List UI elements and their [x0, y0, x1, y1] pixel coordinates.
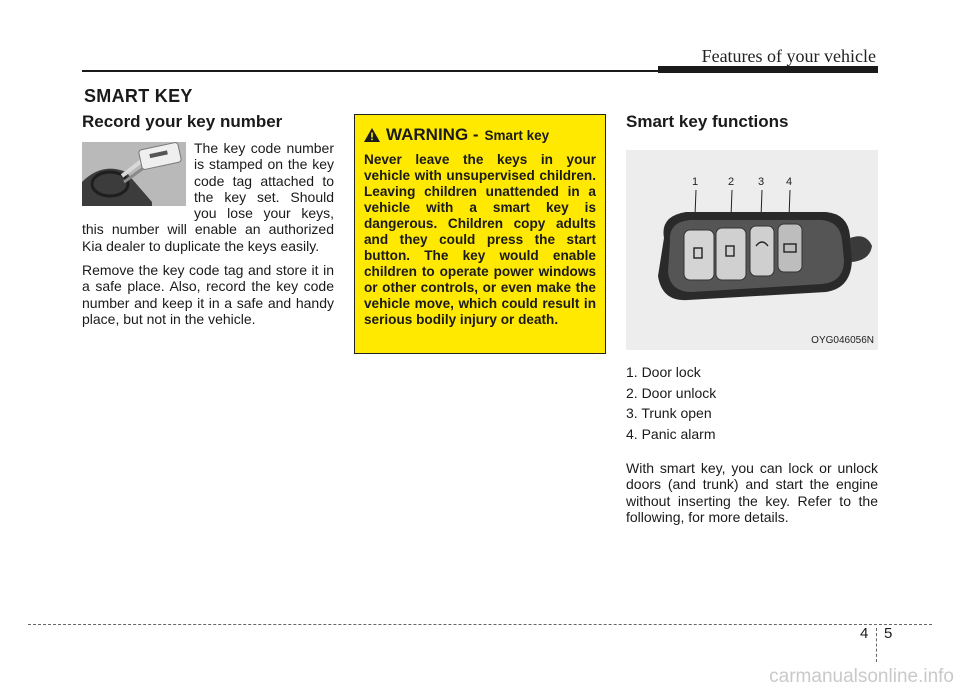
watermark: carmanualsonline.info: [769, 666, 954, 687]
warning-header: [364, 125, 596, 145]
list-item: 4. Panic alarm: [626, 425, 716, 442]
record-paragraph-1: The key code number is stamped on the key code tag attached to the key set. Should you lose your keys, this number will enable an authorized Kia dealer to duplicate the keys easily.: [82, 140, 334, 254]
function-list: [626, 362, 878, 444]
chapter-number: 4: [860, 625, 869, 642]
smart-key-figure: [626, 150, 878, 350]
list-item: 2. Door unlock: [626, 384, 717, 401]
functions-description: With smart key, you can lock or unlock doors (and trunk) and start the engine without inserting the key. Refer to the following, for more details.: [626, 460, 878, 525]
page-number: 5: [884, 625, 893, 642]
page-separator: [876, 628, 877, 662]
key-tag-photo: [82, 142, 186, 206]
fob-number-2: 2: [728, 176, 735, 188]
warning-subject: Smart key: [484, 127, 550, 143]
functions-column: [626, 112, 878, 525]
fob-number-3: 3: [758, 176, 765, 188]
warning-text: Never leave the keys in your vehicle with unsupervised children. Leaving children unattended in a vehicle with a smart key is dangerous. Children copy adults and they could press the start button. The key would enable children to operate power windows or other controls, or even make the vehicle move, which could result in serious bodily injury or death.: [364, 152, 596, 327]
footer-rule: [28, 624, 932, 625]
section-title: SMART KEY: [84, 86, 193, 106]
warning-label: WARNING -: [386, 125, 479, 144]
record-heading: Record your key number: [82, 112, 283, 131]
warning-triangle-icon: [364, 128, 380, 142]
functions-heading: Smart key functions: [626, 112, 789, 131]
smart-key-fob-icon: [626, 150, 878, 350]
figure-code: OYG046056N: [811, 335, 874, 346]
header-rule-accent: [658, 66, 878, 73]
list-item: 3. Trunk open: [626, 405, 712, 421]
warning-box: [354, 114, 606, 354]
record-paragraph-2: Remove the key code tag and store it in a safe place. Also, record the key code number and keep it in a safe and handy place, but not in the vehicle.: [82, 262, 334, 327]
fob-number-1: 1: [692, 176, 699, 188]
list-item: 1. Door lock: [626, 364, 701, 380]
fob-number-4: 4: [786, 176, 793, 188]
record-key-column: [82, 112, 334, 327]
header-title: Features of your vehicle: [701, 46, 876, 66]
